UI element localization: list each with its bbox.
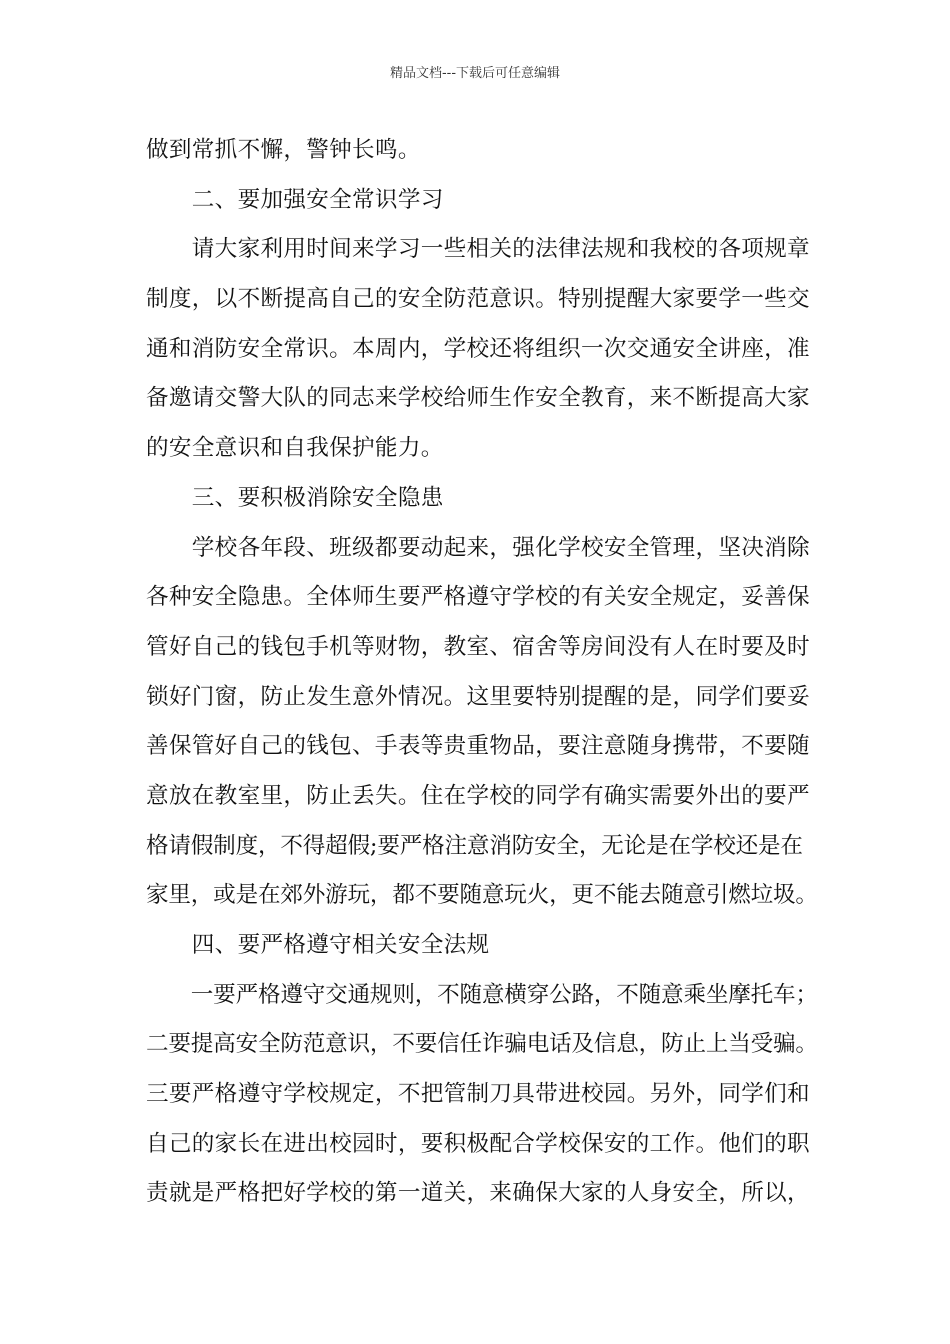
paragraph-line: 请大家利用时间来学习一些相关的法律法规和我校的各项规章: [146, 236, 810, 263]
paragraph-line: 自己的家长在进出校园时，要积极配合学校保安的工作。他们的职: [146, 1130, 810, 1157]
paragraph-line: 学校各年段、班级都要动起来，强化学校安全管理，坚决消除: [146, 534, 810, 561]
paragraph-line: 善保管好自己的钱包、手表等贵重物品，要注意随身携带，不要随: [146, 733, 810, 760]
page-header: 精品文档---下载后可任意编辑: [389, 66, 561, 81]
paragraph-line: 二要提高安全防范意识，不要信任诈骗电话及信息，防止上当受骗。: [146, 1031, 818, 1058]
paragraph-line: 责就是严格把好学校的第一道关，来确保大家的人身安全，所以，: [146, 1180, 810, 1207]
paragraph-line: 通和消防安全常识。本周内，学校还将组织一次交通安全讲座，准: [146, 335, 810, 362]
paragraph-line: 家里，或是在郊外游玩，都不要随意玩火，更不能去随意引燃垃圾。: [146, 882, 818, 909]
paragraph-line: 制度，以不断提高自己的安全防范意识。特别提醒大家要学一些交: [146, 286, 810, 313]
paragraph-line: 意放在教室里，防止丢失。住在学校的同学有确实需要外出的要严: [146, 782, 810, 809]
paragraph-line: 锁好门窗，防止发生意外情况。这里要特别提醒的是，同学们要妥: [146, 683, 810, 710]
paragraph-line: 格请假制度，不得超假;要严格注意消防安全，无论是在学校还是在: [146, 832, 803, 859]
section-heading-4: 四、要严格遵守相关安全法规: [146, 932, 490, 958]
document-body: [146, 126, 818, 1219]
paragraph-line: 一要严格遵守交通规则，不随意横穿公路，不随意乘坐摩托车；: [146, 981, 818, 1008]
section-heading-2: 二、要加强安全常识学习: [146, 186, 444, 213]
paragraph-line: 备邀请交警大队的同志来学校给师生作安全教育，来不断提高大家: [146, 385, 810, 412]
paragraph-line: 做到常抓不懈，警钟长鸣。: [146, 137, 421, 163]
paragraph-line: 的安全意识和自我保护能力。: [146, 435, 444, 462]
paragraph-line: 各种安全隐患。全体师生要严格遵守学校的有关安全规定，妥善保: [146, 584, 810, 611]
paragraph-line: 三要严格遵守学校规定，不把管制刀具带进校园。另外，同学们和: [146, 1081, 810, 1108]
paragraph-line: 管好自己的钱包手机等财物，教室、宿舍等房间没有人在时要及时: [146, 633, 810, 660]
section-heading-3: 三、要积极消除安全隐患: [146, 484, 444, 511]
